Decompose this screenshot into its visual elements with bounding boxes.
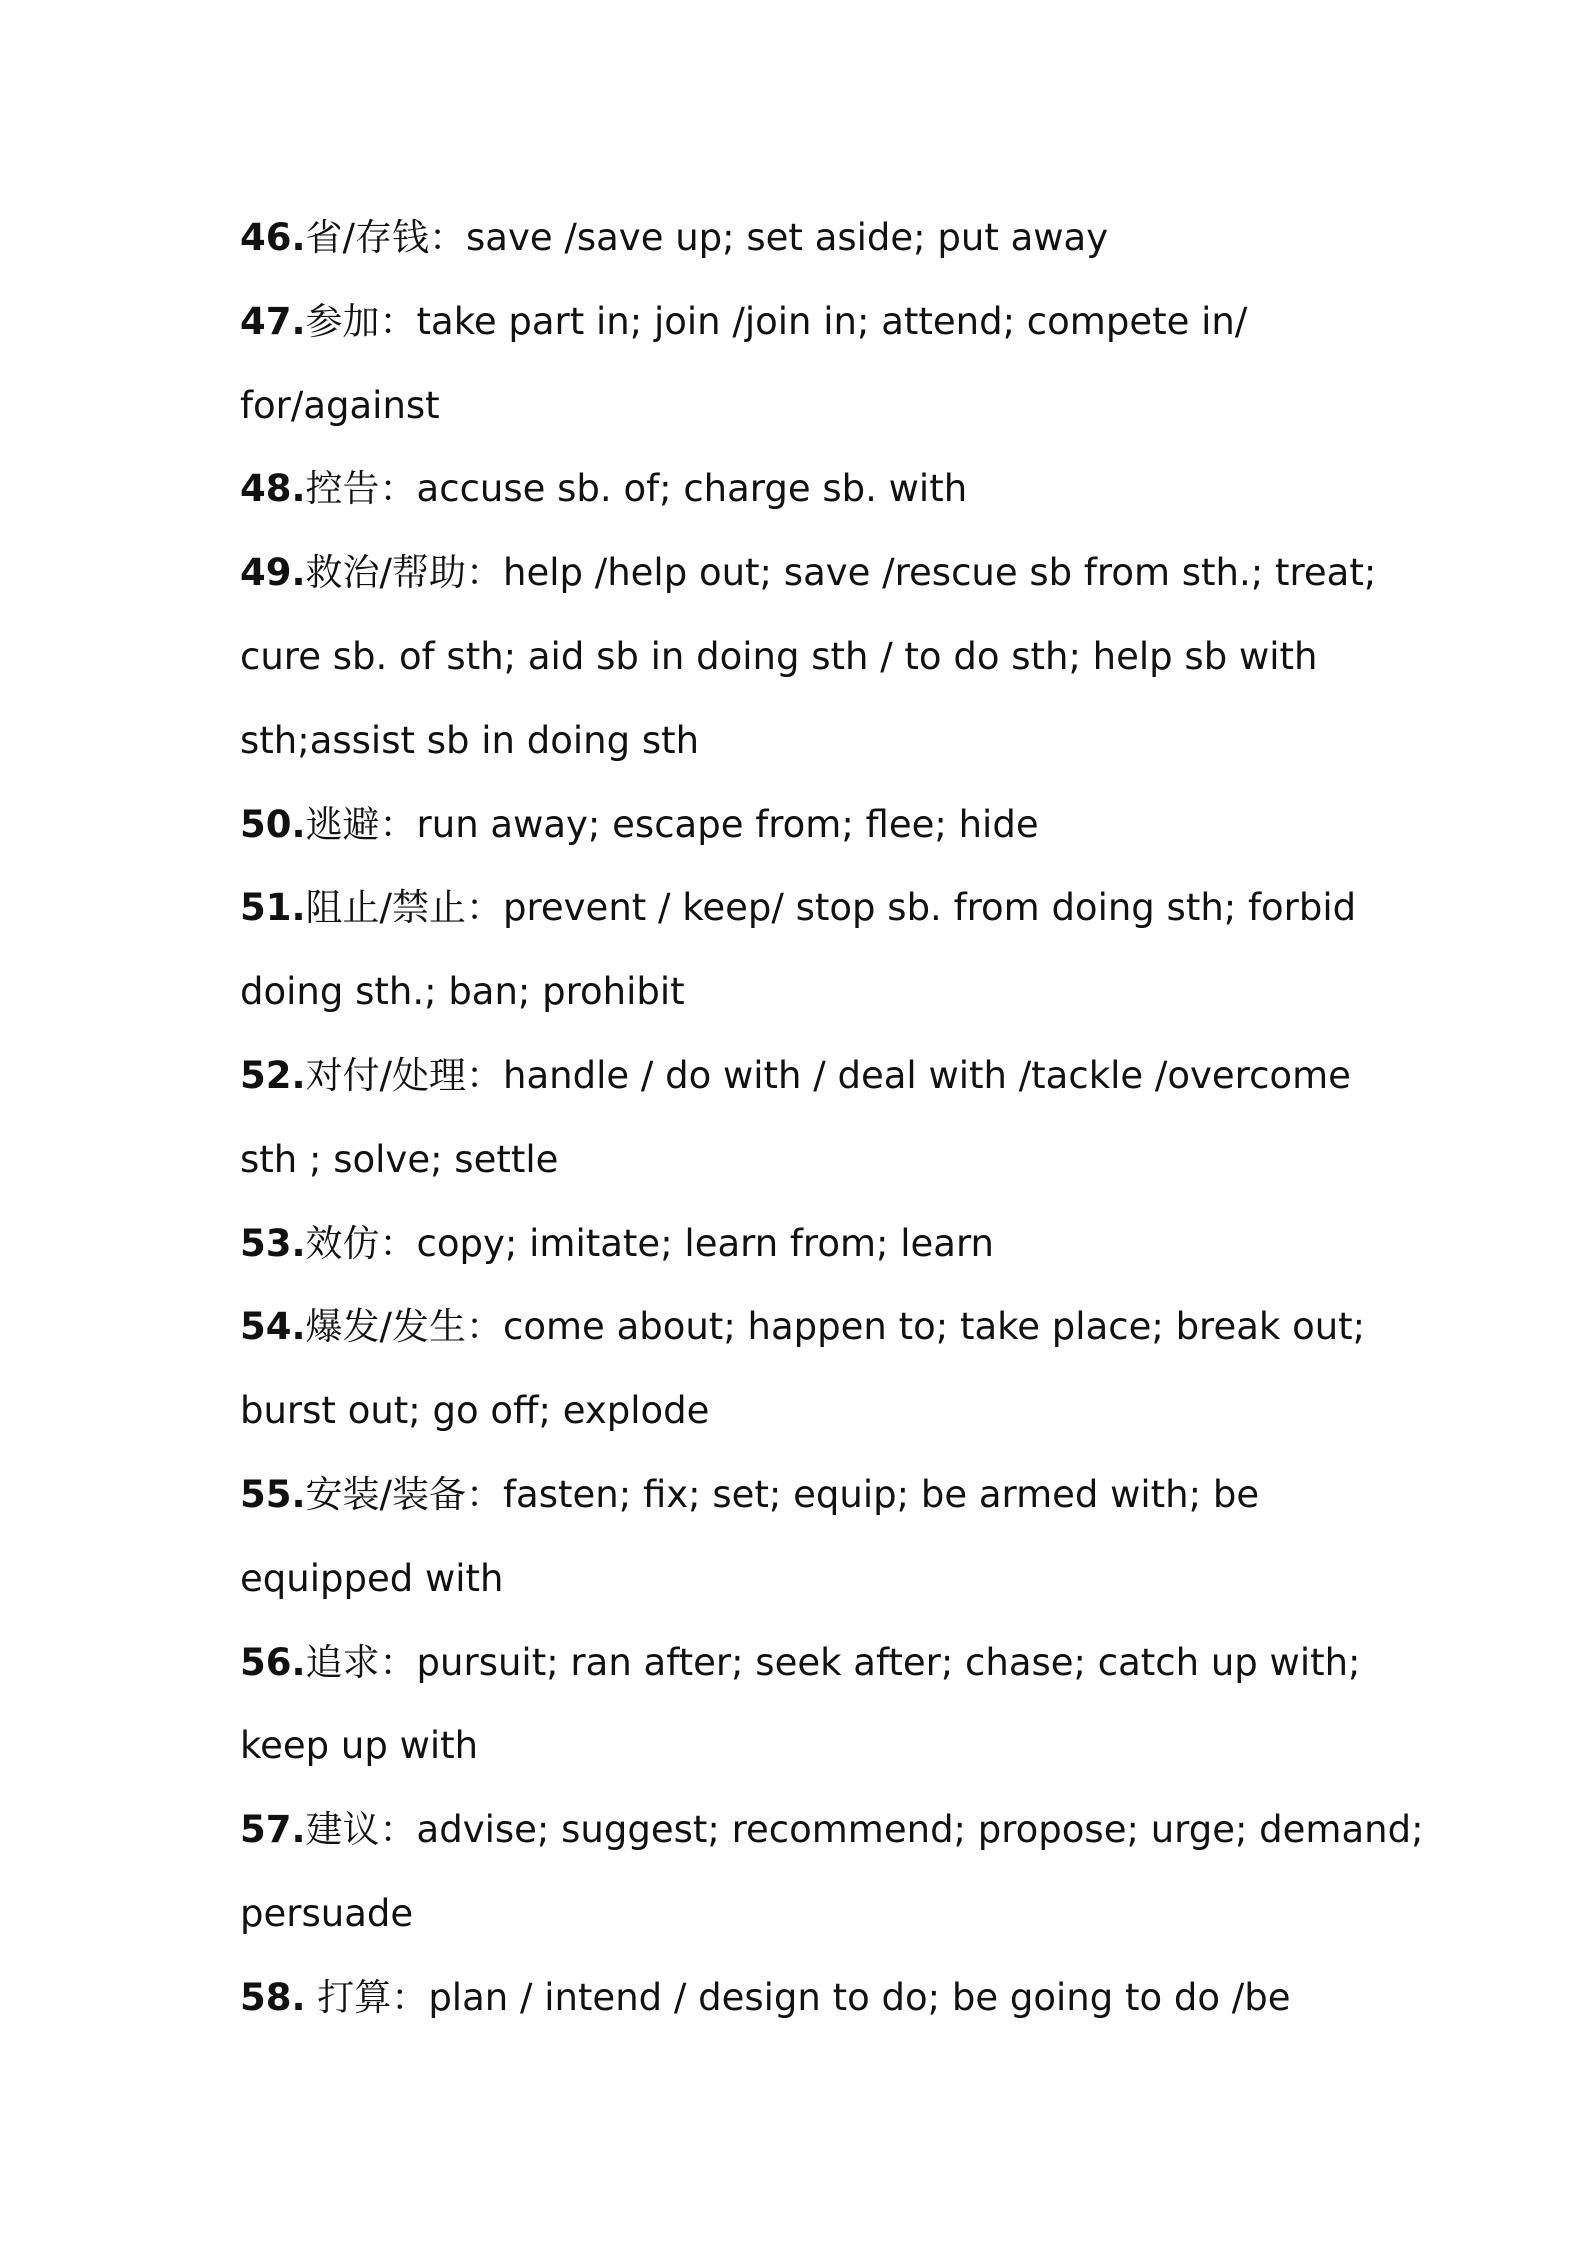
list-line xyxy=(240,1118,1360,1202)
english-phrases: keep up with xyxy=(240,1724,479,1768)
item-number: 57. xyxy=(240,1808,306,1852)
list-line xyxy=(240,531,1377,615)
english-phrases: equipped with xyxy=(240,1556,504,1600)
item-number: 47. xyxy=(240,299,306,343)
english-phrases: cure sb. of sth; aid sb in doing sth / to do sth; help sb with xyxy=(240,634,1318,678)
list-line xyxy=(240,1202,1360,1286)
item-number: 54. xyxy=(240,1305,306,1349)
english-phrases: fasten; fix; set; equip; be armed with; be xyxy=(503,1472,1260,1516)
list-line xyxy=(240,1788,1424,1872)
list-line xyxy=(240,783,1360,867)
item-number: 58. xyxy=(240,1975,306,2019)
list-line xyxy=(240,1956,1360,2040)
list-line xyxy=(240,615,1360,699)
item-number: 50. xyxy=(240,802,306,846)
chinese-term: 效仿： xyxy=(305,1221,417,1265)
english-phrases: persuade xyxy=(240,1891,414,1935)
list-line xyxy=(240,950,1360,1034)
english-phrases: doing sth.; ban; prohibit xyxy=(240,970,685,1014)
english-phrases: burst out; go off; explode xyxy=(240,1389,710,1433)
english-phrases: pursuit; ran after; seek after; chase; catch up with; xyxy=(416,1640,1361,1684)
chinese-term: 省/存钱： xyxy=(305,216,467,259)
item-number: 56. xyxy=(240,1640,306,1684)
english-phrases: copy; imitate; learn from; learn xyxy=(416,1221,994,1265)
english-phrases: sth ; solve; settle xyxy=(240,1137,559,1181)
chinese-term: 打算： xyxy=(305,1975,429,2019)
english-phrases: sth;assist sb in doing sth xyxy=(240,718,700,762)
list-line xyxy=(240,280,1360,364)
list-line xyxy=(240,1034,1360,1118)
list-line xyxy=(240,866,1360,950)
list-line xyxy=(240,447,1360,531)
english-phrases: help /help out; save /rescue sb from sth.; treat; xyxy=(503,551,1377,595)
list-line xyxy=(240,1453,1360,1537)
item-number: 52. xyxy=(240,1053,306,1097)
chinese-term: 爆发/发生： xyxy=(305,1305,504,1349)
english-phrases: plan / intend / design to do; be going to do /be xyxy=(428,1975,1291,2019)
chinese-term: 建议： xyxy=(305,1808,417,1852)
list-line xyxy=(240,1285,1366,1369)
english-phrases: run away; escape from; flee; hide xyxy=(416,802,1039,846)
chinese-term: 安装/装备： xyxy=(305,1472,504,1516)
item-number: 46. xyxy=(240,216,306,259)
english-phrases: for/against xyxy=(240,383,440,427)
english-phrases: prevent / keep/ stop sb. from doing sth; forbid xyxy=(503,886,1357,930)
chinese-term: 救治/帮助： xyxy=(305,551,504,595)
english-phrases: accuse sb. of; charge sb. with xyxy=(416,467,968,511)
english-phrases: advise; suggest; recommend; propose; urge; demand; xyxy=(416,1808,1424,1852)
item-number: 49. xyxy=(240,551,306,595)
list-line xyxy=(240,1369,1360,1453)
chinese-term: 参加： xyxy=(305,299,417,343)
chinese-term: 对付/处理： xyxy=(305,1053,504,1097)
item-number: 55. xyxy=(240,1472,306,1516)
english-phrases: take part in; join /join in; attend; compete in/ xyxy=(416,299,1248,343)
list-line xyxy=(240,1537,1360,1621)
list-line xyxy=(240,196,1360,280)
item-number: 48. xyxy=(240,467,306,511)
chinese-term: 追求： xyxy=(305,1640,417,1684)
item-number: 53. xyxy=(240,1221,306,1265)
list-line xyxy=(240,364,1360,448)
item-number: 51. xyxy=(240,886,306,930)
english-phrases: come about; happen to; take place; break out; xyxy=(503,1305,1366,1349)
chinese-term: 控告： xyxy=(305,467,417,511)
list-line xyxy=(240,699,1360,783)
english-phrases: save /save up; set aside; put away xyxy=(466,216,1109,259)
list-line xyxy=(240,1704,1360,1788)
chinese-term: 阻止/禁止： xyxy=(305,886,504,930)
chinese-term: 逃避： xyxy=(305,802,417,846)
english-phrases: handle / do with / deal with /tackle /overcome xyxy=(503,1053,1351,1097)
list-line xyxy=(240,1621,1360,1705)
vocabulary-list xyxy=(240,196,1424,2040)
list-line xyxy=(240,1872,1360,1956)
